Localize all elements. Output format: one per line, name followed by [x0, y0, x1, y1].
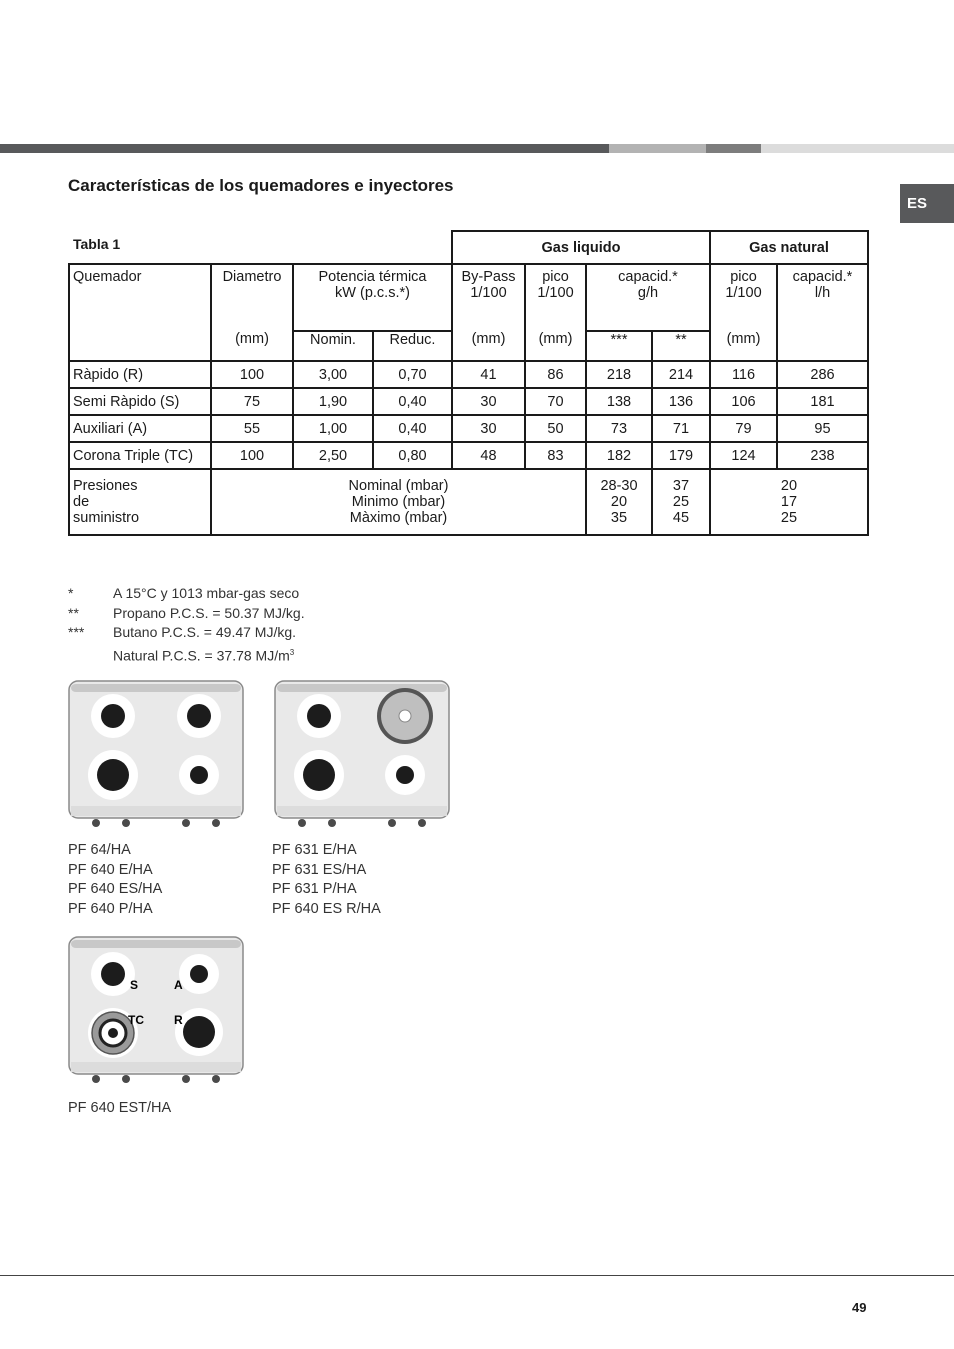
col-potencia: Potencia térmica kW (p.c.s.*): [293, 264, 452, 331]
burner-label-r: R: [174, 1013, 183, 1027]
cell-bypass: 41: [452, 361, 525, 388]
row-name: Semi Ràpido (S): [69, 388, 211, 415]
pressure-natural: 20 17 25: [710, 469, 868, 535]
col-capacid: capacid.* g/h: [586, 264, 710, 331]
pressure-row: [69, 469, 868, 535]
burner-label-s: S: [130, 978, 139, 992]
cell-bypass: 30: [452, 415, 525, 442]
burner-label-tc: TC: [128, 1013, 144, 1027]
cell-diam: 100: [211, 361, 293, 388]
col-diametro: Diametro: [211, 264, 293, 331]
model-name: PF 640 ES/HA: [68, 881, 163, 897]
model-list-1: [68, 841, 162, 919]
row-name: Auxiliari (A): [69, 415, 211, 442]
cell-reduc: 0,40: [373, 388, 452, 415]
cell-cap-butano: 218: [586, 361, 652, 388]
col-quemador: Quemador: [69, 264, 211, 361]
language-tab: ES: [900, 184, 954, 223]
table-row: [69, 388, 868, 415]
cell-pico-natural: 116: [710, 361, 777, 388]
cell-reduc: 0,40: [373, 415, 452, 442]
unit-bypass: (mm): [452, 331, 525, 361]
pressure-label: Presiones de suministro: [69, 469, 211, 535]
table-row: [69, 361, 868, 388]
footnote: * A 15°C y 1013 mbar-gas seco: [68, 585, 300, 601]
cell-cap-natural: 286: [777, 361, 868, 388]
model-name: PF 640 E/HA: [68, 861, 153, 878]
unit-pico: (mm): [525, 331, 586, 361]
cell-cap-propano: 179: [652, 442, 710, 469]
table-label-cell: [69, 231, 452, 264]
footnote: *** Butano P.C.S. = 49.47 MJ/kg.: [68, 624, 297, 640]
footer-divider: [0, 1275, 954, 1276]
header-bar-pale: [761, 144, 954, 153]
gas-natural-header: Gas natural: [710, 231, 868, 264]
unit-pico-natural: (mm): [710, 331, 777, 361]
row-name: Ràpido (R): [69, 361, 211, 388]
cell-cap-natural: 238: [777, 442, 868, 469]
model-name: PF 631 P/HA: [272, 881, 357, 897]
cell-cap-natural: 95: [777, 415, 868, 442]
model-name: PF 640 P/HA: [68, 900, 153, 917]
model-name: PF 631 ES/HA: [272, 861, 367, 878]
cell-cap-propano: 136: [652, 388, 710, 415]
hob-labelled-image: [68, 934, 244, 1084]
gas-liquido-header: Gas liquido: [452, 231, 710, 264]
pressure-butano: 28-30 20 35: [586, 469, 652, 535]
header-bar-light: [609, 144, 706, 153]
unit-diametro: (mm): [211, 331, 293, 361]
pressure-types: Nominal (mbar) Minimo (mbar) Màximo (mbar): [211, 469, 586, 535]
cell-cap-butano: 182: [586, 442, 652, 469]
cell-cap-natural: 181: [777, 388, 868, 415]
model-list-2: [272, 841, 381, 919]
row-name: Corona Triple (TC): [69, 442, 211, 469]
cell-reduc: 0,70: [373, 361, 452, 388]
cell-pico-natural: 124: [710, 442, 777, 469]
model-name: PF 640 EST/HA: [68, 1100, 172, 1116]
cell-reduc: 0,80: [373, 442, 452, 469]
table-row: [69, 442, 868, 469]
cell-pico: 83: [525, 442, 586, 469]
footnotes: [68, 584, 305, 666]
cell-nomin: 1,00: [293, 415, 373, 442]
col-pico: pico 1/100: [525, 264, 586, 331]
burner-table: [68, 230, 869, 536]
model-list-3: [68, 1099, 171, 1119]
section-title: Características de los quemadores e inyectores: [68, 176, 454, 195]
col-butano: ***: [586, 331, 652, 361]
model-name: PF 631 E/HA: [272, 842, 357, 858]
hob-3-burner-plate-image: [274, 678, 450, 828]
col-propano: **: [652, 331, 710, 361]
model-name: PF 640 ES R/HA: [272, 900, 381, 917]
table-label: Tabla 1: [73, 236, 121, 252]
footnote: ** Propano P.C.S. = 50.37 MJ/kg.: [68, 604, 305, 621]
cell-diam: 100: [211, 442, 293, 469]
cell-pico-natural: 79: [710, 415, 777, 442]
cell-bypass: 48: [452, 442, 525, 469]
cell-nomin: 3,00: [293, 361, 373, 388]
col-nomin: Nomin.: [293, 331, 373, 361]
cell-pico: 50: [525, 415, 586, 442]
col-bypass: By-Pass 1/100: [452, 264, 525, 331]
cell-cap-propano: 71: [652, 415, 710, 442]
footnote: Natural P.C.S. = 37.78 $MJ/m^3$: [113, 647, 295, 664]
burner-label-a: A: [174, 978, 183, 992]
header-bar-dark: [0, 144, 609, 153]
model-name: PF 64/HA: [68, 842, 131, 858]
cell-cap-propano: 214: [652, 361, 710, 388]
pressure-propano: 37 25 45: [652, 469, 710, 535]
cell-nomin: 1,90: [293, 388, 373, 415]
cell-pico: 86: [525, 361, 586, 388]
cell-diam: 55: [211, 415, 293, 442]
col-reduc: Reduc.: [373, 331, 452, 361]
header-bar-mid: [706, 144, 761, 153]
cell-bypass: 30: [452, 388, 525, 415]
page-number: 49: [852, 1300, 867, 1315]
cell-diam: 75: [211, 388, 293, 415]
cell-pico: 70: [525, 388, 586, 415]
col-pico-natural: pico 1/100: [710, 264, 777, 331]
cell-nomin: 2,50: [293, 442, 373, 469]
cell-cap-butano: 73: [586, 415, 652, 442]
cell-pico-natural: 106: [710, 388, 777, 415]
table-row: [69, 415, 868, 442]
hob-4-burner-image: [68, 678, 244, 828]
cell-cap-butano: 138: [586, 388, 652, 415]
col-capacid-natural: capacid.* l/h: [777, 264, 868, 361]
